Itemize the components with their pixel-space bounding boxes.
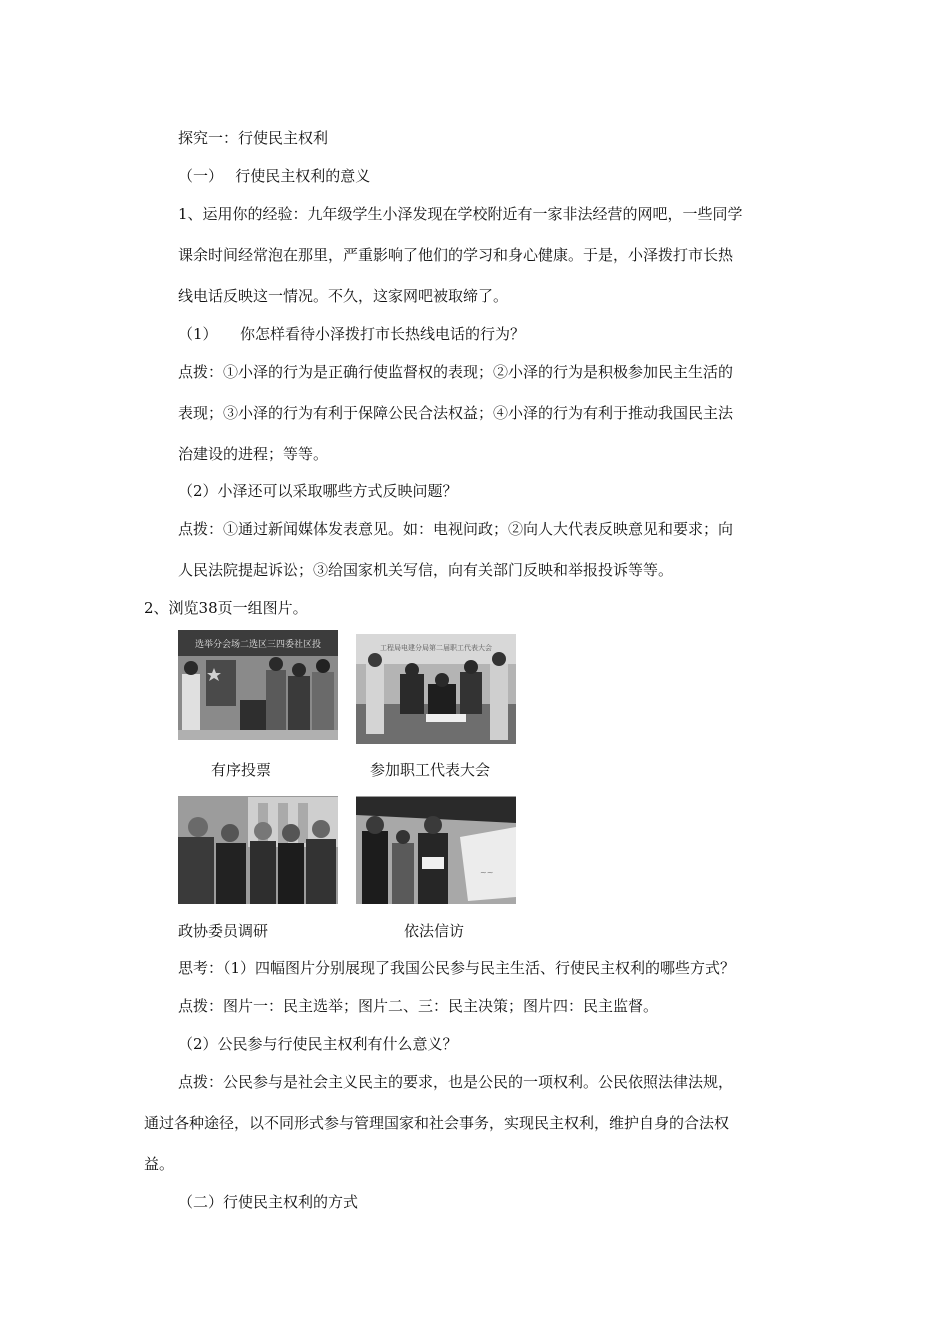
photo-voting: [178, 630, 338, 740]
svg-text:~~: ~~: [480, 868, 494, 877]
photo-workers-congress-banner: 工程局电建分局第二届职工代表大会: [380, 644, 492, 652]
q1-ans2-line-2: 人民法院提起诉讼；③给国家机关写信，向有关部门反映和举报投诉等等。: [178, 561, 674, 579]
think-answer: 点拨：图片一：民主选举；图片二、三：民主决策；图片四：民主监督。: [178, 997, 659, 1015]
photo-cppcc-research: [178, 796, 338, 904]
q1-line-1: 1、运用你的经验：九年级学生小泽发现在学校附近有一家非法经营的网吧，一些同学: [178, 205, 743, 223]
q2-sub2-ans-line-3: 益。: [144, 1155, 175, 1173]
caption-4: 依法信访: [404, 922, 465, 940]
heading: 探究一：行使民主权利: [178, 129, 329, 147]
q2-sub2: （2）公民参与行使民主权利有什么意义？: [178, 1035, 458, 1053]
q1-sub1: （1） 你怎样看待小泽拨打市长热线电话的行为？: [178, 325, 526, 343]
photo-voting-banner: 选举分会场二选区三四委社区投: [194, 640, 322, 650]
caption-2: 参加职工代表大会: [370, 761, 491, 779]
photo-workers-congress: [356, 634, 516, 744]
caption-1: 有序投票: [211, 761, 272, 779]
q1-line-3: 线电话反映这一情况。不久，这家网吧被取缔了。: [178, 287, 509, 305]
q1-ans1-line-3: 治建设的进程；等等。: [178, 445, 329, 463]
section2-title: （二）行使民主权利的方式: [178, 1193, 359, 1211]
q1-ans1-line-1: 点拨：①小泽的行为是正确行使监督权的表现；②小泽的行为是积极参加民主生活的: [178, 363, 734, 381]
q1-ans1-line-2: 表现；③小泽的行为有利于保障公民合法权益；④小泽的行为有利于推动我国民主法: [178, 404, 734, 422]
think-question: 思考：（1）四幅图片分别展现了我国公民参与民主生活、行使民主权利的哪些方式？: [178, 959, 736, 977]
caption-3: 政协委员调研: [178, 922, 269, 940]
photo-petition: [356, 796, 516, 904]
q2-intro: 2、浏览38页一组图片。: [144, 599, 308, 617]
q1-line-2: 课余时间经常泡在那里，严重影响了他们的学习和身心健康。于是，小泽拨打市长热: [178, 246, 734, 264]
q1-ans2-line-1: 点拨：①通过新闻媒体发表意见。如：电视问政；②向人大代表反映意见和要求；向: [178, 520, 734, 538]
section1-title: （一） 行使民主权利的意义: [178, 167, 371, 185]
q2-sub2-ans-line-2: 通过各种途径，以不同形式参与管理国家和社会事务，实现民主权利，维护自身的合法权: [144, 1114, 730, 1132]
q1-sub2: （2）小泽还可以采取哪些方式反映问题？: [178, 482, 458, 500]
q2-sub2-ans-line-1: 点拨：公民参与是社会主义民主的要求，也是公民的一项权利。公民依照法律法规，: [178, 1073, 734, 1091]
